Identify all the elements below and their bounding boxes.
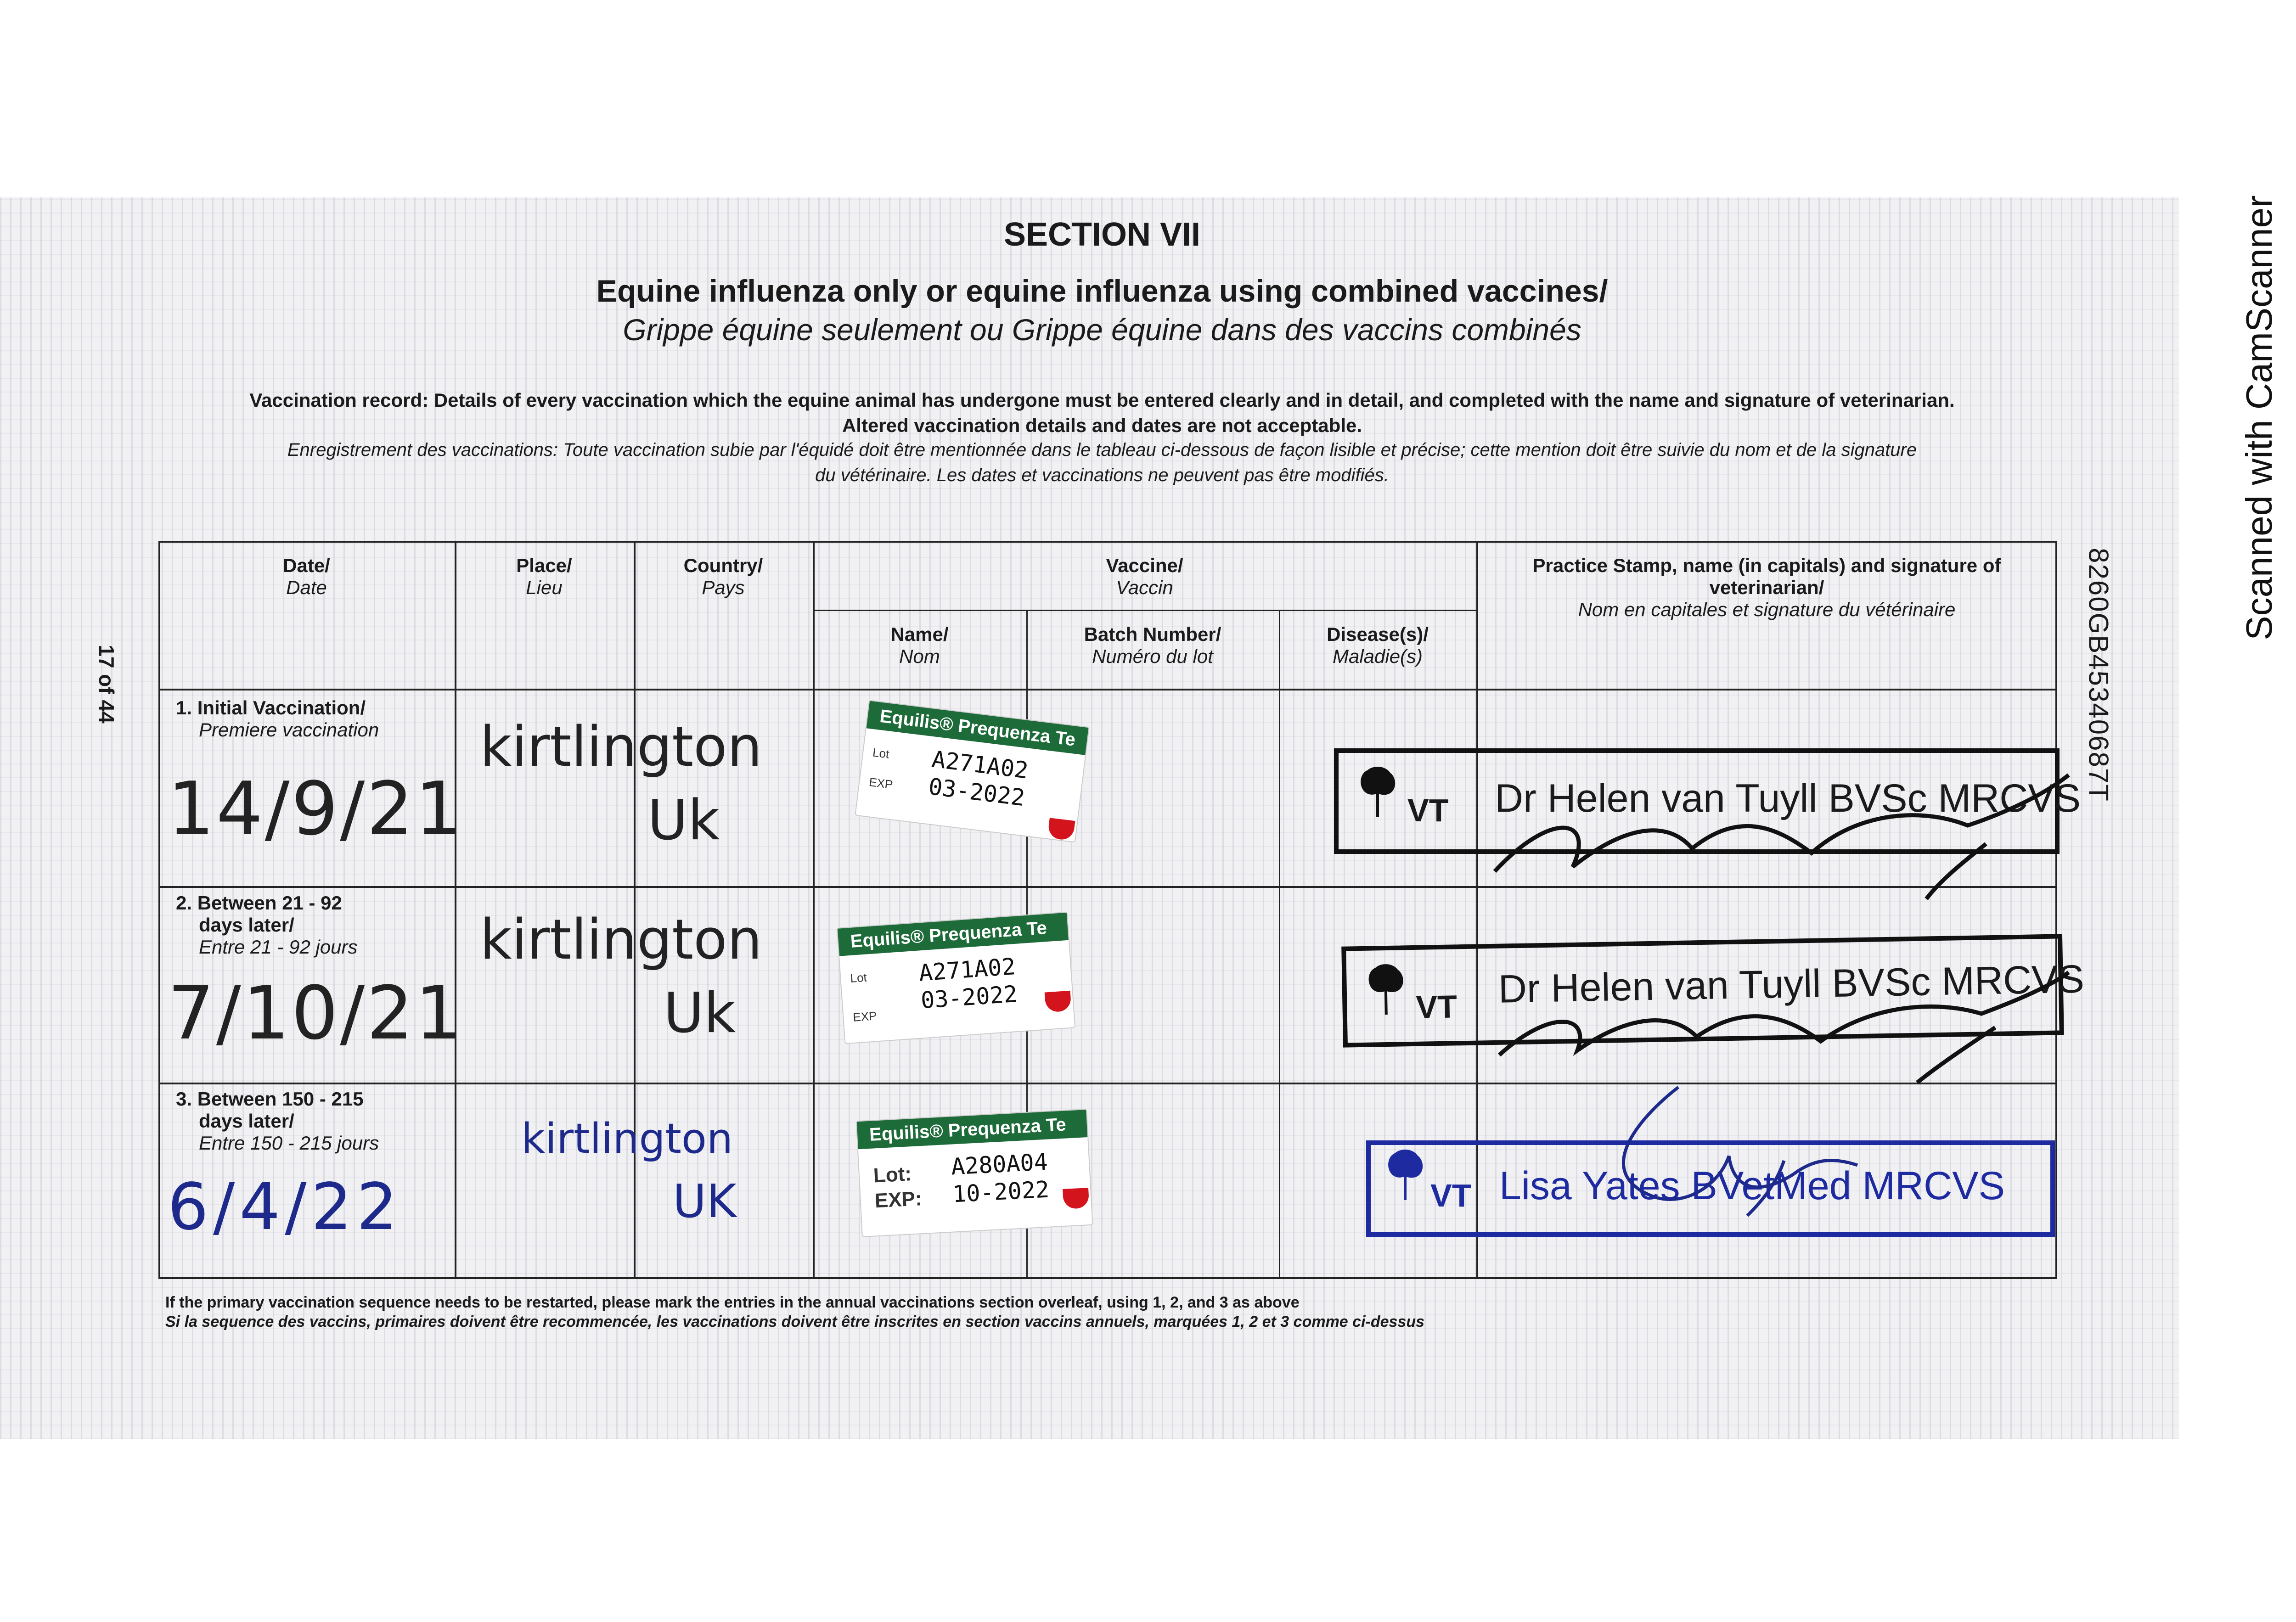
country-value: UK [673,1174,737,1228]
vt-logo [1357,767,1398,825]
vt-logo [1384,1150,1426,1207]
place-header: Place/ Lieu [516,555,572,598]
signature [1481,757,2078,908]
row-label: 1. Initial Vaccination/ Premiere vaccination [176,697,379,741]
instructions-fr-1: Enregistrement des vaccinations: Toute vaccination subie par l'équidé doit être mentionnée dans le tableau ci-dessous de façon lisible et précise; cette mention doit être suivie du nom et de la signature [287,440,1917,460]
instructions-en-1: Vaccination record: Details of every vaccination which the equine animal has undergone must be entered clearly and in detail, and completed with the name and signature of veterinarian. [249,389,1955,411]
disease-header: Disease(s)/ Maladie(s) [1327,623,1429,667]
batch-number-header: Batch Number/ Numéro du lot [1084,623,1221,667]
passport-number: 8260GB45340687T [2083,548,2114,802]
footer-note-en: If the primary vaccination sequence needs to be restarted, please mark the entries in the annual vaccinations section overleaf, using 1, 2, and 3 as above [165,1294,1300,1311]
instructions-en-2: Altered vaccination details and dates are not acceptable. [842,415,1362,436]
vaccination-date: 7/10/21 [168,970,464,1056]
title-en: Equine influenza only or equine influenza using combined vaccines/ [596,274,1608,309]
vaccine-sticker: Equilis® Prequenza Te Lot: EXP: A280A04 10-2022 [856,1109,1093,1237]
row-label: 2. Between 21 - 92 days later/ Entre 21 - 92 jours [176,892,358,958]
country-header: Country/ Pays [683,555,763,598]
page-number: 17 of 44 [95,645,118,724]
practice-stamp-header: Practice Stamp, name (in capitals) and signature of veterinarian/ Nom en capitales et signature du vétérinaire [1532,555,2001,620]
footer-note-fr: Si la sequence des vaccins, primaires doivent être recommencée, les vaccinations doivent être inscrites en section vaccins annuels, marquées 1, 2 et 3 comme ci-dessus [165,1313,1425,1330]
vaccine-header: Vaccine/ Vaccin [1106,555,1183,598]
vaccine-sticker: Equilis® Prequenza Te Lot EXP A271A02 03-2022 [855,700,1089,842]
place-value: kirtlington [480,908,762,972]
title-fr: Grippe équine seulement ou Grippe équine dans des vaccins combinés [623,313,1581,347]
instructions-fr-2: du vétérinaire. Les dates et vaccinations ne peuvent pas être modifiés. [815,465,1389,485]
country-value: Uk [664,982,736,1045]
scanner-watermark: Scanned with CamScanner [2239,195,2279,640]
vt-logo [1365,964,1407,1022]
place-value: kirtlington [521,1115,733,1163]
vaccination-date: 14/9/21 [168,766,464,852]
section-title: SECTION VII [1003,216,1201,253]
row-label: 3. Between 150 - 215 days later/ Entre 150 - 215 jours [176,1088,379,1154]
vaccine-sticker: Equilis® Prequenza Te Lot EXP A271A02 03-2022 [837,912,1075,1044]
vaccination-table [158,541,2085,1279]
signature [1481,949,2078,1087]
practice-stamp: VT Dr Helen van Tuyll BVSc MRCVS [1341,934,2064,1047]
country-value: Uk [647,789,720,853]
signature [1536,1083,1949,1229]
practice-stamp: VT Lisa Yates BVetMed MRCVS [1366,1140,2055,1237]
practice-stamp: VT Dr Helen van Tuyll BVSc MRCVS [1334,748,2060,854]
vaccine-name-header: Name/ Nom [890,623,949,667]
tree-icon [1357,767,1398,817]
vaccination-date: 6/4/22 [168,1170,402,1245]
tree-icon [1384,1150,1426,1200]
date-header: Date/ Date [283,555,330,598]
place-value: kirtlington [480,715,762,779]
tree-icon [1365,964,1407,1015]
